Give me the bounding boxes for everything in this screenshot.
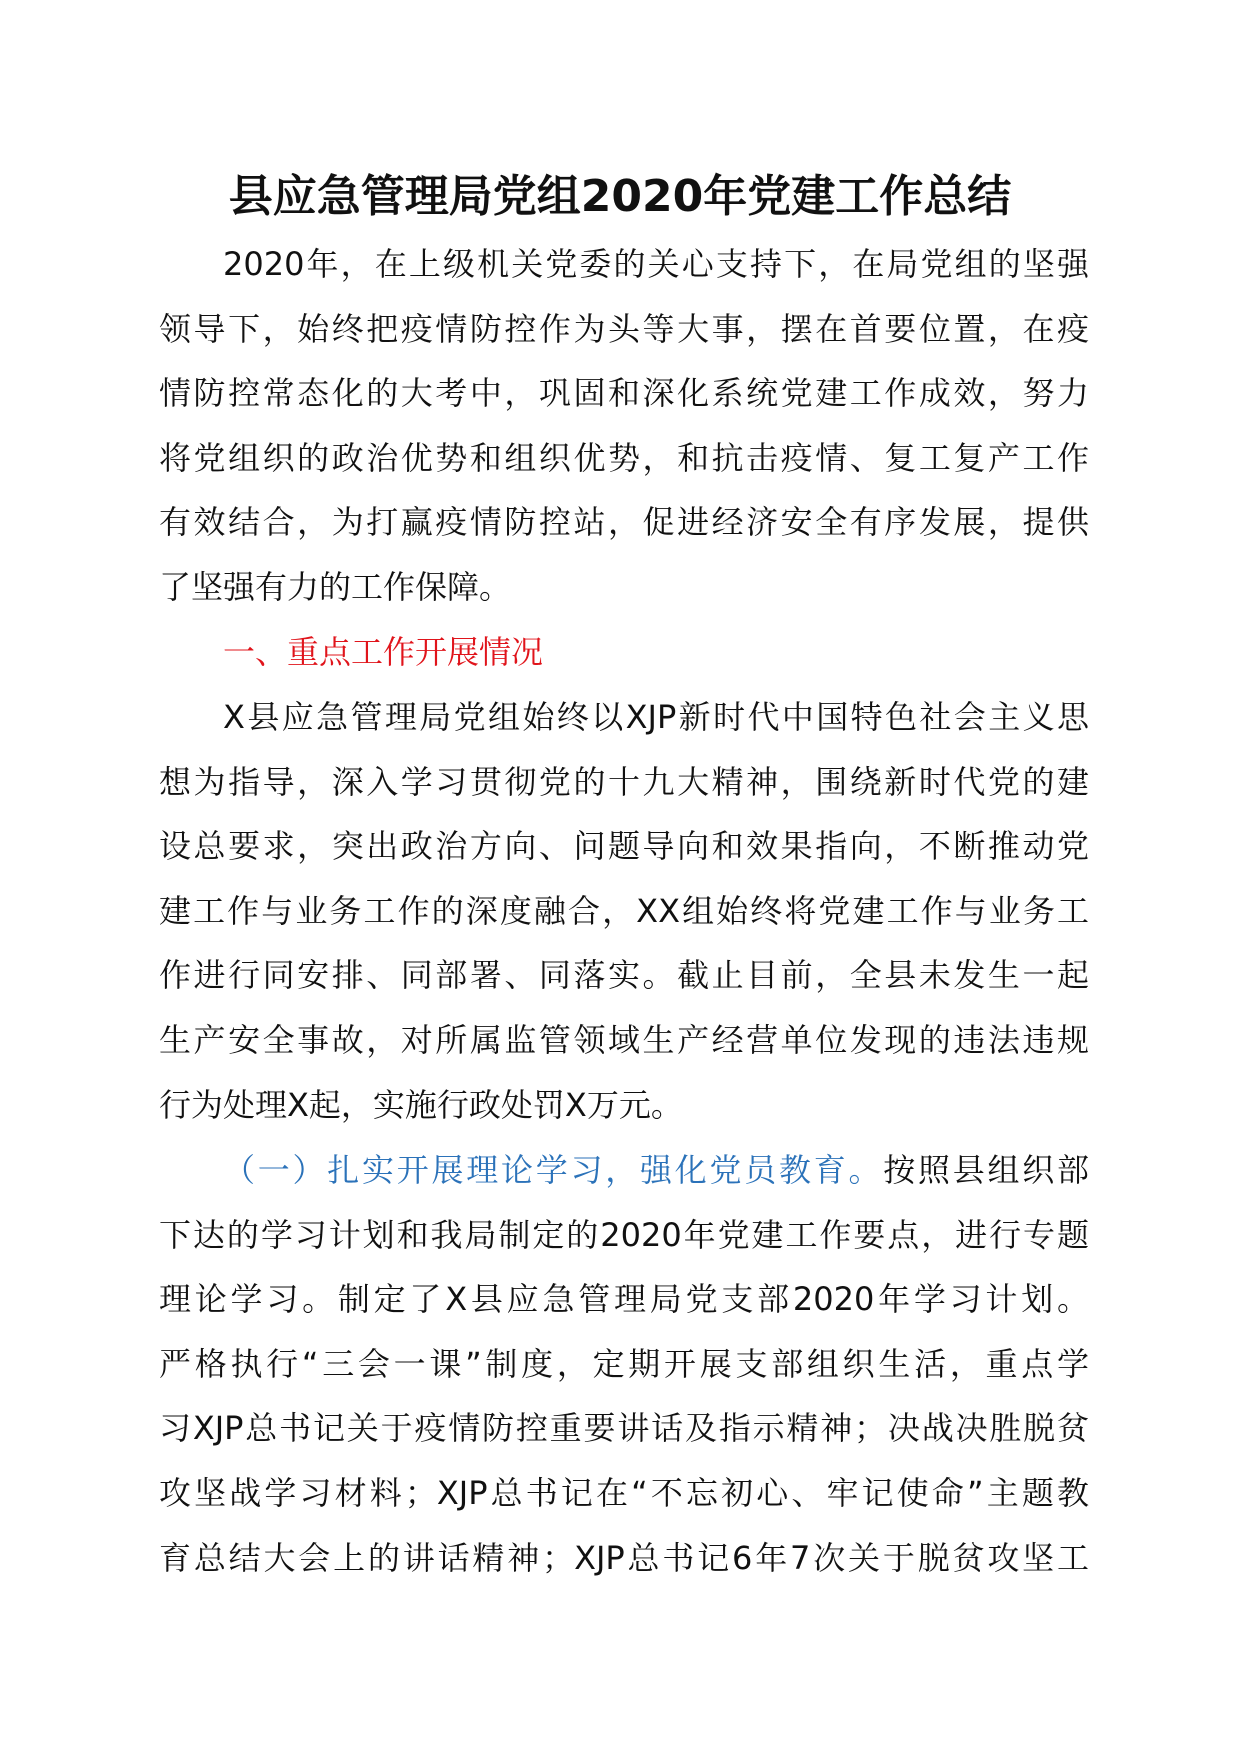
paragraph-line: 设总要求，突出政治方向、问题导向和效果指向，不断推动党: [159, 827, 1089, 866]
paragraph-line: 2020年，在上级机关党委的关心支持下，在局党组的坚强: [223, 245, 1089, 283]
paragraph-line: [159, 1138, 1089, 1203]
section-paragraph: [159, 685, 1089, 1137]
paragraph-line: 将党组织的政治优势和组织优势，和抗击疫情、复工复产工作: [159, 438, 1089, 477]
paragraph-line: 下达的学习计划和我局制定的2020年党建工作要点，进行专题: [159, 1215, 1089, 1254]
paragraph-line: 作进行同安排、同部署、同落实。截止目前，全县未发生一起: [159, 956, 1089, 995]
intro-paragraph: [159, 232, 1089, 620]
subsection-paragraph: [159, 1138, 1089, 1590]
section-heading: 一、重点工作开展情况: [223, 633, 544, 671]
paragraph-line: 有效结合，为打赢疫情防控站，促进经济安全有序发展，提供: [159, 503, 1089, 542]
paragraph-line: 攻坚战学习材料；XJP总书记在“不忘初心、牢记使命”主题教: [159, 1473, 1089, 1512]
section-heading-block: [159, 620, 1089, 685]
paragraph-line: 领导下，始终把疫情防控作为头等大事，摆在首要位置，在疫: [159, 309, 1089, 348]
subsection-lead-text: 按照县组织部: [883, 1151, 1089, 1189]
paragraph-line: 习XJP总书记关于疫情防控重要讲话及指示精神；决战决胜脱贫: [159, 1409, 1089, 1448]
paragraph-line: 了坚强有力的工作保障。: [159, 567, 512, 606]
paragraph-line: 育总结大会上的讲话精神；XJP总书记6年7次关于脱贫攻坚工: [159, 1538, 1089, 1577]
document-title: 县应急管理局党组2020年党建工作总结: [228, 171, 1012, 222]
paragraph-line: 行为处理X起，实施行政处罚X万元。: [159, 1085, 683, 1124]
paragraph-line: 情防控常态化的大考中，巩固和深化系统党建工作成效，努力: [159, 374, 1089, 413]
paragraph-line: 生产安全事故，对所属监管领域生产经营单位发现的违法违规: [159, 1020, 1089, 1059]
paragraph-line: 想为指导，深入学习贯彻党的十九大精神，围绕新时代党的建: [159, 762, 1089, 801]
subsection-heading: （一）扎实开展理论学习，强化党员教育。: [223, 1151, 884, 1189]
paragraph-line: 严格执行“三会一课”制度，定期开展支部组织生活，重点学: [159, 1344, 1089, 1383]
paragraph-line: 理论学习。制定了X县应急管理局党支部2020年学习计划。: [159, 1280, 1089, 1319]
paragraph-line: 建工作与业务工作的深度融合，XX组始终将党建工作与业务工: [159, 891, 1089, 930]
paragraph-line: X县应急管理局党组始终以XJP新时代中国特色社会主义思: [223, 698, 1089, 736]
